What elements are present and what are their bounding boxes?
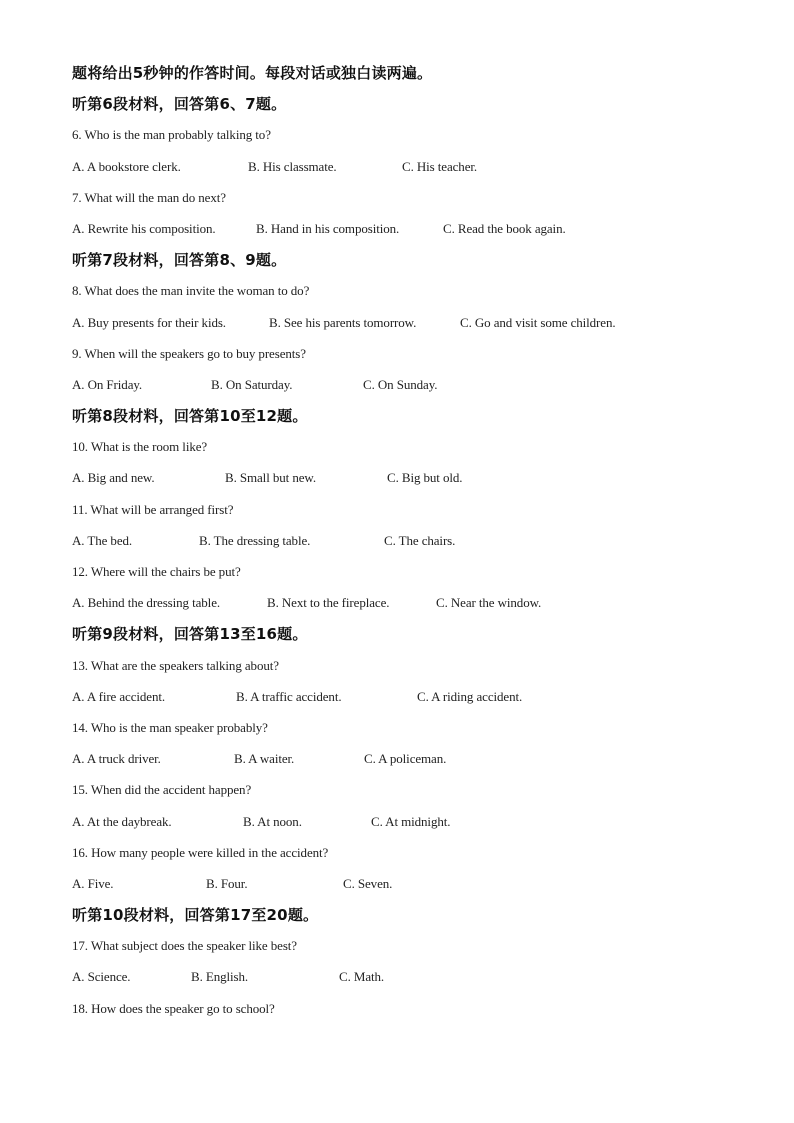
answer-options [72, 875, 752, 893]
question-text: 7. What will the man do next? [72, 189, 226, 205]
question-text: 17. What subject does the speaker like best? [72, 938, 297, 954]
option-a: A. On Friday. [72, 376, 143, 392]
option-b: B. Small but new. [225, 470, 316, 486]
option-a: A. The bed. [72, 532, 133, 548]
option-b: B. Next to the fireplace. [267, 595, 390, 611]
answer-options [72, 469, 752, 487]
answer-options [72, 158, 752, 176]
option-a: A. Buy presents for their kids. [72, 314, 226, 330]
option-a: A. Behind the dressing table. [72, 595, 221, 611]
option-a: A. A fire accident. [72, 688, 166, 704]
intro-instruction: 题将给出5秒钟的作答时间。每段对话或独白读两遍。 [72, 64, 433, 82]
answer-options [72, 813, 752, 831]
option-a: A. A truck driver. [72, 751, 161, 767]
question-text: 11. What will be arranged first? [72, 501, 234, 517]
option-c: C. Seven. [343, 875, 393, 891]
section-heading: 听第7段材料，回答第8、9题。 [72, 251, 287, 270]
option-c: C. Big but old. [387, 470, 463, 486]
option-b: B. Four. [206, 875, 248, 891]
option-c: C. A policeman. [364, 751, 447, 767]
section-heading: 听第8段材料，回答第10至12题。 [72, 407, 308, 426]
answer-options [72, 314, 752, 332]
answer-options [72, 968, 752, 986]
option-b: B. At noon. [243, 813, 302, 829]
option-a: A. Big and new. [72, 470, 155, 486]
answer-options [72, 688, 752, 706]
question-text: 8. What does the man invite the woman to do? [72, 283, 310, 299]
option-c: C. His teacher. [402, 158, 478, 174]
section-heading: 听第6段材料，回答第6、7题。 [72, 95, 287, 114]
answer-options [72, 532, 752, 550]
option-b: B. English. [191, 969, 249, 985]
question-text: 18. How does the speaker go to school? [72, 1000, 275, 1016]
exam-page [72, 64, 752, 1031]
section-heading: 听第10段材料，回答第17至20题。 [72, 906, 319, 925]
option-b: B. See his parents tomorrow. [269, 314, 417, 330]
option-c: C. Go and visit some children. [460, 314, 616, 330]
question-text: 16. How many people were killed in the accident? [72, 844, 329, 860]
answer-options [72, 750, 752, 768]
option-c: C. At midnight. [371, 813, 451, 829]
answer-options [72, 594, 752, 612]
option-c: C. Near the window. [436, 595, 542, 611]
option-c: C. The chairs. [384, 532, 456, 548]
option-b: B. A waiter. [234, 751, 295, 767]
answer-options [72, 220, 752, 238]
question-text: 14. Who is the man speaker probably? [72, 719, 268, 735]
option-b: B. The dressing table. [199, 532, 311, 548]
option-b: B. Hand in his composition. [256, 220, 400, 236]
option-a: A. At the daybreak. [72, 813, 172, 829]
option-b: B. On Saturday. [211, 376, 293, 392]
option-b: B. His classmate. [248, 158, 337, 174]
option-a: A. Rewrite his composition. [72, 220, 216, 236]
option-a: A. Five. [72, 875, 114, 891]
option-c: C. On Sunday. [363, 376, 438, 392]
option-c: C. Math. [339, 969, 385, 985]
question-text: 13. What are the speakers talking about? [72, 657, 279, 673]
option-b: B. A traffic accident. [236, 688, 342, 704]
option-c: C. A riding accident. [417, 688, 523, 704]
section-heading: 听第9段材料，回答第13至16题。 [72, 625, 308, 644]
option-a: A. Science. [72, 969, 131, 985]
question-text: 9. When will the speakers go to buy presents? [72, 345, 306, 361]
option-a: A. A bookstore clerk. [72, 158, 181, 174]
answer-options [72, 376, 752, 394]
question-text: 6. Who is the man probably talking to? [72, 127, 271, 143]
question-text: 10. What is the room like? [72, 439, 208, 455]
question-text: 12. Where will the chairs be put? [72, 564, 241, 579]
option-c: C. Read the book again. [443, 220, 566, 236]
question-text: 15. When did the accident happen? [72, 782, 252, 798]
